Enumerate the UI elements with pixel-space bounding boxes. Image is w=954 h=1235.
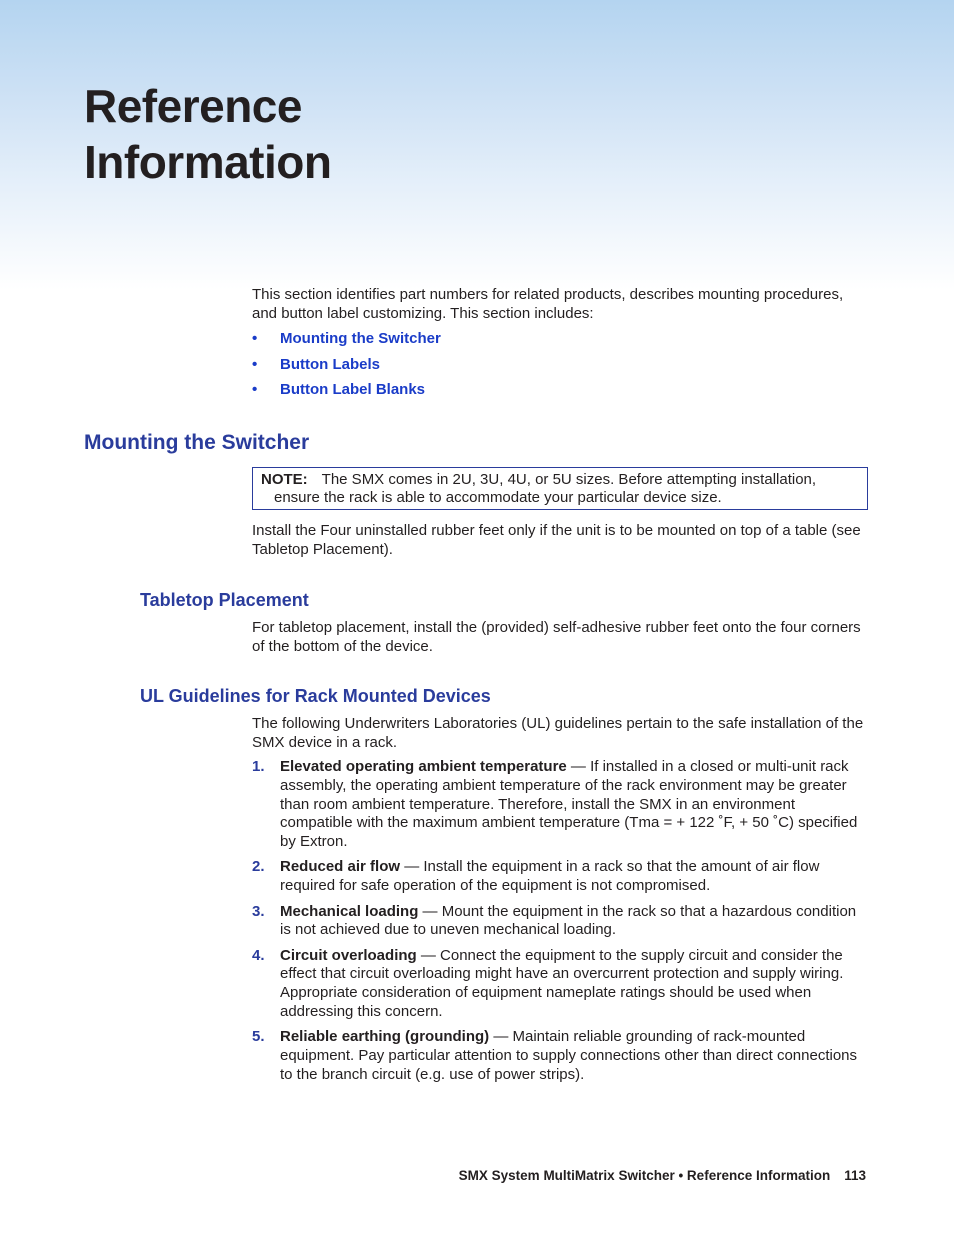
list-item [252, 858, 868, 896]
page-footer [459, 1167, 866, 1185]
ul-guidelines-list [252, 758, 868, 1091]
list-item [252, 903, 868, 941]
section-heading-mounting: Mounting the Switcher [84, 431, 310, 454]
list-number: 1. [252, 758, 265, 775]
list-item [252, 758, 868, 852]
bullet-icon: • [252, 381, 258, 398]
list-number: 3. [252, 902, 265, 920]
list-number: 2. [252, 858, 265, 876]
subheading-ul-guidelines: UL Guidelines for Rack Mounted Devices [140, 686, 491, 706]
guideline-text: — If installed in a closed or multi-unit rack assembly, the operating ambient temperature of the rack environment may be greater than room ambient temperature. Therefore, install the SMX in an environment compatible with the maximum ambient temperature (Tma = + 122 ˚F, + 50 ˚C) specified by Extron. [280, 758, 858, 851]
page-title-line-2: Information [84, 136, 332, 188]
note-box [252, 467, 868, 510]
note-text-line-2: ensure the rack is able to accommodate your particular device size. [274, 489, 722, 506]
guideline-text: — Install the equipment in a rack so that the amount of air flow required for safe operation of the equipment is not compromised. [280, 858, 820, 895]
guideline-term: Elevated operating ambient temperature [280, 758, 567, 775]
guideline-term: Reduced air flow [280, 858, 401, 876]
guideline-text: — Mount the equipment in the rack so that a hazardous condition is not achieved due to uneven mechanical loading. [280, 902, 857, 939]
guideline-text: — Maintain reliable grounding of rack-mounted equipment. Pay particular attention to supply connections other than direct connections to the branch circuit (e.g. use of power strips). [280, 1028, 858, 1083]
note-label: NOTE: [261, 471, 308, 488]
list-number: 4. [252, 946, 265, 964]
list-item [252, 947, 868, 1022]
ul-intro-paragraph: The following Underwriters Laboratories (UL) guidelines pertain to the safe installation of the SMX device in a rack. [252, 715, 864, 751]
list-number: 5. [252, 1028, 265, 1046]
list-item [252, 1028, 868, 1084]
bullet-icon: • [252, 355, 258, 373]
note-text-line-1: The SMX comes in 2U, 3U, 4U, or 5U sizes. Before attempting installation, [321, 471, 817, 488]
page-title [84, 78, 331, 190]
guideline-text: — Connect the equipment to the supply circuit and consider the effect that circuit overloading might have an overcurrent protection and supply wiring. Appropriate consideration of equipment nameplate ratings should be used when addressing this concern. [280, 946, 844, 1021]
page-title-line-1: Reference [84, 80, 302, 132]
link-mounting-the-switcher[interactable]: Mounting the Switcher [280, 330, 441, 347]
link-button-labels[interactable]: Button Labels [280, 355, 380, 373]
tabletop-paragraph: For tabletop placement, install the (provided) self-adhesive rubber feet onto the four corners of the bottom of the device. [252, 619, 861, 655]
guideline-term: Reliable earthing (grounding) [280, 1028, 490, 1046]
subheading-tabletop-placement: Tabletop Placement [140, 590, 309, 610]
footer-title: SMX System MultiMatrix Switcher • Reference Information [458, 1168, 831, 1183]
link-button-label-blanks[interactable]: Button Label Blanks [280, 381, 426, 398]
intro-paragraph: This section identifies part numbers for related products, describes mounting procedures, and button label customizing. This section includes: [252, 286, 844, 322]
page-number: 113 [844, 1168, 866, 1183]
guideline-term: Mechanical loading [280, 902, 419, 920]
guideline-term: Circuit overloading [280, 946, 417, 964]
install-feet-paragraph: Install the Four uninstalled rubber feet only if the unit is to be mounted on top of a table (see Tabletop Placement). [252, 522, 861, 558]
bullet-icon: • [252, 330, 258, 347]
